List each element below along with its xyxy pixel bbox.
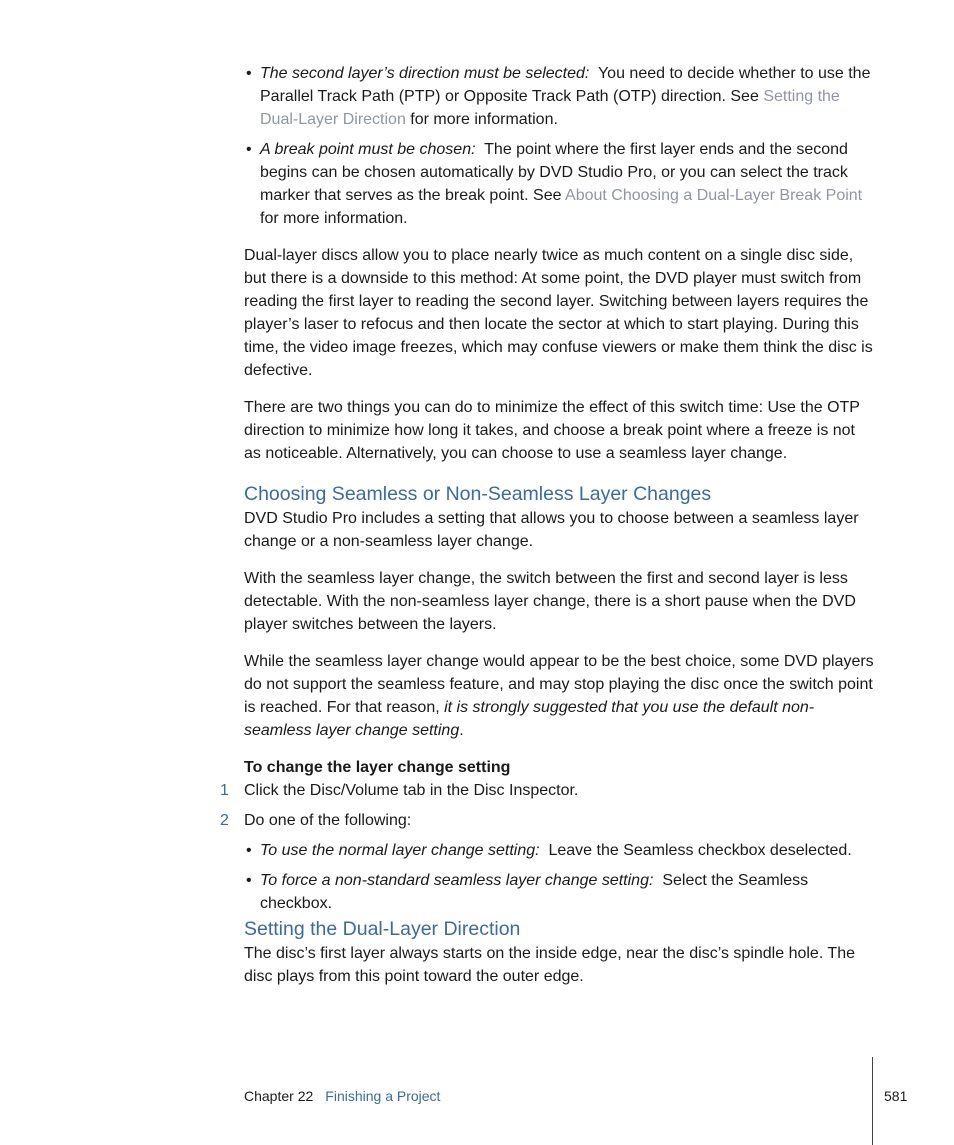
cross-reference-link[interactable]: About Choosing a Dual-Layer Break Point	[565, 187, 863, 204]
footer-chapter-title: Finishing a Project	[325, 1088, 441, 1104]
step-number: 2	[220, 812, 229, 829]
bullet-item	[246, 869, 876, 915]
cross-reference-link[interactable]: Setting the Dual-Layer Direction	[260, 88, 840, 128]
step-item	[220, 779, 876, 802]
bullet-dot: •	[246, 872, 252, 889]
body-paragraph: There are two things you can do to minimize the effect of this switch time: Use the OTP direction to minimize how long it takes, and choose a break point where a freeze is not as noticeable. Alternatively, you can choose to use a seamless layer change.	[244, 399, 860, 462]
emphasis-text: it is strongly suggested that you use the default non-seamless layer change setting	[244, 699, 815, 739]
bullet-lead: To use the normal layer change setting:	[260, 842, 540, 859]
body-paragraph: Dual-layer discs allow you to place nearly twice as much content on a single disc side, but there is a downside to this method: At some point, the DVD player must switch from reading the first layer to reading the second layer. Switching between layers requires the player’s laser to refocus and then locate the sector at which to start playing. During this time, the video image freezes, which may confuse viewers or make them think the disc is defective.	[244, 247, 873, 379]
page-number: 581	[884, 1088, 908, 1104]
task-label: To change the layer change setting	[244, 759, 511, 776]
bullet-dot: •	[246, 65, 252, 82]
bullet-text: for more information.	[410, 111, 558, 128]
bullet-lead: To force a non-standard seamless layer change setting:	[260, 872, 654, 889]
step-item	[220, 809, 876, 832]
step-number: 1	[220, 782, 229, 799]
body-paragraph: DVD Studio Pro includes a setting that allows you to choose between a seamless layer change or a non-seamless layer change.	[244, 510, 859, 550]
bullet-text: for more information.	[260, 210, 408, 227]
bullet-item	[246, 839, 876, 862]
body-paragraph: While the seamless layer change would appear to be the best choice, some DVD players do not support the seamless feature, and may stop playing the disc once the switch point is reached. For that reason, it is strongly suggested that you use the default non-seamless layer change setting.	[244, 653, 874, 739]
bullet-text: You need to decide whether to use the Parallel Track Path (PTP) or Opposite Track Path (OTP) direction. See	[260, 65, 871, 105]
body-paragraph: With the seamless layer change, the switch between the first and second layer is less detectable. With the non-seamless layer change, there is a short pause when the DVD player switches between the layers.	[244, 570, 856, 633]
bullet-item	[246, 138, 876, 230]
bullet-text: Select the Seamless checkbox.	[260, 872, 809, 912]
footer-chapter: Chapter 22	[244, 1088, 314, 1104]
body-paragraph: The disc’s first layer always starts on the inside edge, near the disc’s spindle hole. The disc plays from this point toward the outer edge.	[244, 945, 855, 985]
bullet-text: Leave the Seamless checkbox deselected.	[548, 842, 852, 859]
step-text: Do one of the following:	[244, 812, 412, 829]
section-heading: Setting the Dual-Layer Direction	[244, 918, 521, 940]
bullet-dot: •	[246, 842, 252, 859]
bullet-text: The point where the first layer ends and the second begins can be chosen automatically by DVD Studio Pro, or you can select the track marker that serves as the break point. See	[260, 141, 848, 204]
page-footer	[244, 1087, 440, 1105]
bullet-lead: The second layer’s direction must be selected:	[260, 65, 590, 82]
footer-divider	[872, 1057, 873, 1145]
bullet-item	[246, 62, 876, 131]
bullet-lead: A break point must be chosen:	[260, 141, 476, 158]
step-text: Click the Disc/Volume tab in the Disc Inspector.	[244, 782, 579, 799]
section-heading: Choosing Seamless or Non-Seamless Layer Changes	[244, 483, 712, 505]
bullet-dot: •	[246, 141, 252, 158]
